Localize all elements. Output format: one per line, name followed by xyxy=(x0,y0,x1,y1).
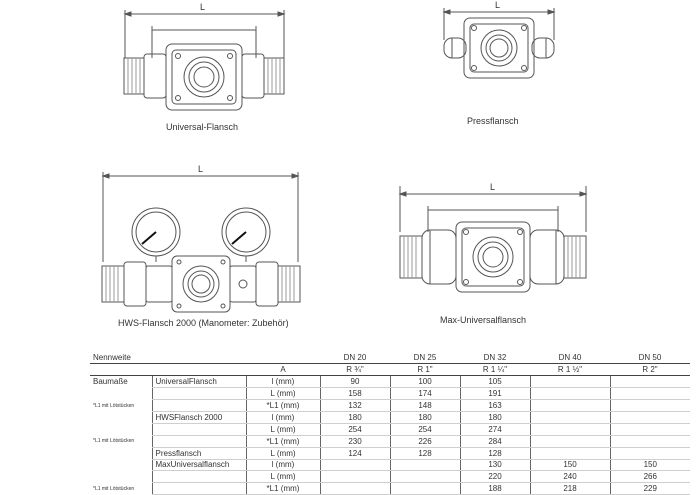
row-value: 191 xyxy=(460,388,530,400)
row-value: 174 xyxy=(390,388,460,400)
header-nennweite: Nennweite xyxy=(90,352,152,364)
row-value: 266 xyxy=(610,471,690,483)
row-value: 105 xyxy=(460,376,530,388)
table-body xyxy=(90,376,690,495)
row-value: 130 xyxy=(460,459,530,471)
row-note: *L1 mit Lötstücken xyxy=(93,438,135,445)
row-note: *L1 mit Lötstücken xyxy=(93,402,135,409)
row-type xyxy=(152,388,246,400)
subheader-dn50: R 2" xyxy=(610,364,690,376)
row-measure: *L1 (mm) xyxy=(246,435,320,447)
table-row xyxy=(90,483,690,495)
hws-flansch-drawing xyxy=(102,172,300,312)
table-row xyxy=(90,435,690,447)
row-value: 220 xyxy=(460,471,530,483)
row-type: MaxUniversalflansch xyxy=(152,459,246,471)
table-row xyxy=(90,423,690,435)
row-value xyxy=(610,411,690,423)
row-value xyxy=(530,400,610,412)
row-value: 230 xyxy=(320,435,390,447)
row-measure: L (mm) xyxy=(246,388,320,400)
table-row xyxy=(90,400,690,412)
row-value: 163 xyxy=(460,400,530,412)
row-measure: l (mm) xyxy=(246,376,320,388)
subheader-dn32: R 1 ¼" xyxy=(460,364,530,376)
row-value: 180 xyxy=(460,411,530,423)
dim-label-max: L xyxy=(490,182,496,192)
dim-label-press: L xyxy=(495,0,501,10)
header-dn32: DN 32 xyxy=(460,352,530,364)
row-type: UniversalFlansch xyxy=(152,376,246,388)
subheader-dn25: R 1" xyxy=(390,364,460,376)
row-value: 132 xyxy=(320,400,390,412)
row-value: 150 xyxy=(530,459,610,471)
row-measure: *L1 (mm) xyxy=(246,483,320,495)
dim-label-hws: L xyxy=(198,164,204,174)
row-measure: l (mm) xyxy=(246,459,320,471)
pressflansch-drawing xyxy=(444,8,554,78)
row-type xyxy=(152,483,246,495)
row-type xyxy=(152,423,246,435)
row-value xyxy=(390,471,460,483)
row-note xyxy=(90,471,152,483)
row-value: 240 xyxy=(530,471,610,483)
row-value: 226 xyxy=(390,435,460,447)
row-value xyxy=(530,423,610,435)
table-row xyxy=(90,388,690,400)
row-type: HWSFlansch 2000 xyxy=(152,411,246,423)
max-universalflansch-drawing xyxy=(400,186,586,292)
dim-label-universal: L xyxy=(200,2,206,12)
row-value xyxy=(320,471,390,483)
caption-pressflansch: Pressflansch xyxy=(467,116,519,126)
row-value xyxy=(530,411,610,423)
table-row xyxy=(90,471,690,483)
row-note: Baumaße xyxy=(93,377,128,387)
row-value: 254 xyxy=(320,423,390,435)
row-value: 150 xyxy=(610,459,690,471)
row-value xyxy=(390,459,460,471)
row-value xyxy=(610,388,690,400)
caption-hws-flansch: HWS-Flansch 2000 (Manometer: Zubehör) xyxy=(118,318,289,328)
table-row xyxy=(90,376,690,388)
row-value xyxy=(320,483,390,495)
table-row xyxy=(90,447,690,459)
row-value: 158 xyxy=(320,388,390,400)
header-dn50: DN 50 xyxy=(610,352,690,364)
row-value xyxy=(530,435,610,447)
row-value xyxy=(530,376,610,388)
dimensions-table xyxy=(90,352,690,495)
row-measure: L (mm) xyxy=(246,423,320,435)
row-value xyxy=(610,376,690,388)
row-measure: l (mm) xyxy=(246,411,320,423)
row-value: 100 xyxy=(390,376,460,388)
row-value: 128 xyxy=(460,447,530,459)
row-measure: L (mm) xyxy=(246,471,320,483)
row-value xyxy=(610,400,690,412)
row-value xyxy=(530,388,610,400)
row-value: 218 xyxy=(530,483,610,495)
row-note xyxy=(90,388,152,400)
row-value xyxy=(610,435,690,447)
caption-universal-flansch: Universal-Flansch xyxy=(166,122,239,132)
table-header-row xyxy=(90,352,690,364)
row-value: 254 xyxy=(390,423,460,435)
caption-max-universalflansch: Max-Universalflansch xyxy=(440,315,527,325)
subheader-dn40: R 1 ½" xyxy=(530,364,610,376)
row-note xyxy=(90,411,152,423)
row-value xyxy=(530,447,610,459)
subheader-a: A xyxy=(246,364,320,376)
row-value: 229 xyxy=(610,483,690,495)
row-type xyxy=(152,471,246,483)
header-dn40: DN 40 xyxy=(530,352,610,364)
row-value xyxy=(610,447,690,459)
row-value xyxy=(390,483,460,495)
row-value: 148 xyxy=(390,400,460,412)
row-type xyxy=(152,400,246,412)
row-value: 274 xyxy=(460,423,530,435)
header-dn20: DN 20 xyxy=(320,352,390,364)
row-value: 188 xyxy=(460,483,530,495)
row-value: 284 xyxy=(460,435,530,447)
row-value xyxy=(320,459,390,471)
row-type: Pressflansch xyxy=(152,447,246,459)
row-type xyxy=(152,435,246,447)
row-note xyxy=(90,447,152,459)
header-dn25: DN 25 xyxy=(390,352,460,364)
subheader-dn20: R ¾" xyxy=(320,364,390,376)
table-subheader-row xyxy=(90,364,690,376)
row-value: 180 xyxy=(320,411,390,423)
row-note xyxy=(90,459,152,471)
row-value xyxy=(610,423,690,435)
table-row xyxy=(90,459,690,471)
universal-flansch-drawing xyxy=(124,10,284,110)
row-value: 128 xyxy=(390,447,460,459)
row-note: *L1 mit Lötstücken xyxy=(93,485,135,492)
row-note xyxy=(90,423,152,435)
row-measure: *L1 (mm) xyxy=(246,400,320,412)
row-measure: L (mm) xyxy=(246,447,320,459)
table-row xyxy=(90,411,690,423)
row-value: 124 xyxy=(320,447,390,459)
row-value: 180 xyxy=(390,411,460,423)
row-value: 90 xyxy=(320,376,390,388)
